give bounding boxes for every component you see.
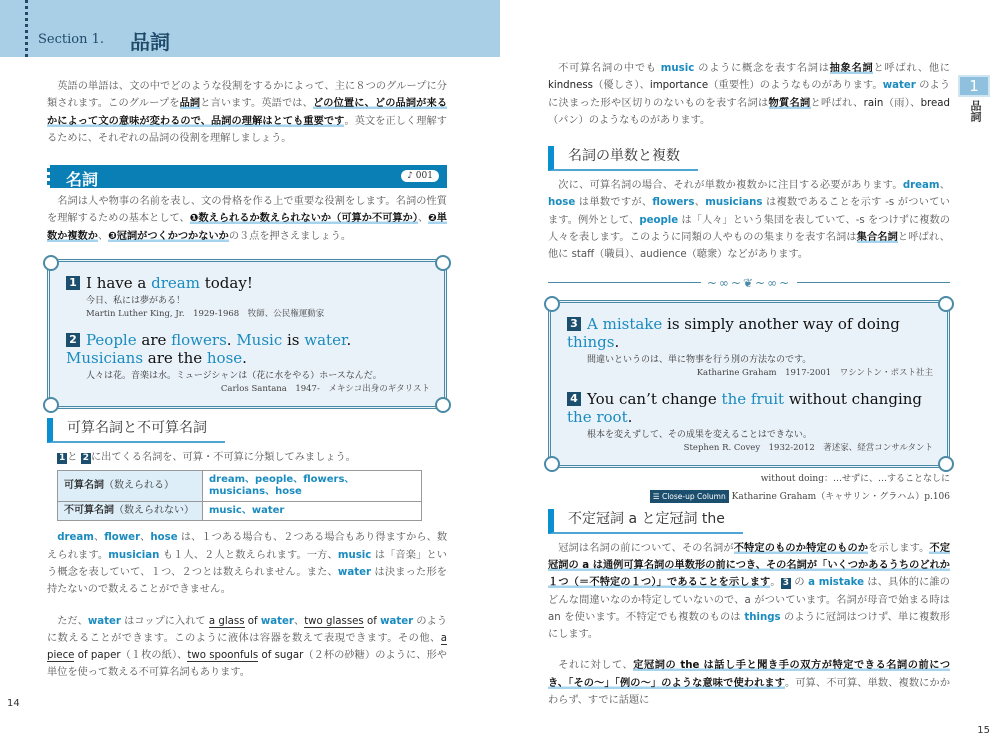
quote-source: Martin Luther King, Jr. 1929-1968 牧師、公民権運動家 xyxy=(86,309,325,320)
text-run: . xyxy=(627,407,633,426)
quote-number: 1 xyxy=(66,276,80,290)
text-run: . xyxy=(346,331,352,350)
example-number-badge: 1 xyxy=(59,453,66,464)
noun-table xyxy=(57,470,422,521)
keyword-text: the root xyxy=(567,407,628,426)
chapter-tab[interactable]: 1 xyxy=(958,75,990,97)
text-run: のように概念を表す名詞は xyxy=(694,63,830,74)
emphasis-text: 抽象名詞 xyxy=(829,63,874,74)
quote-translation: 人々は花。音楽は水。ミュージシャンは（花に水をやる）ホースなんだ。 xyxy=(86,371,382,382)
emphasis-text: ❷単数か複数か xyxy=(47,213,447,242)
text-run: を示します。 xyxy=(868,542,930,554)
text-run: （重要性）のようなものがあります。 xyxy=(708,80,883,92)
text-run: （雨）、 xyxy=(883,97,921,109)
keyword-text: things xyxy=(744,611,781,623)
emphasis-text: どの位置に、どの品詞が来るかによって文の意味が変わるので、品詞の理解はとても重要です xyxy=(47,98,448,127)
ornament-icon xyxy=(544,296,560,312)
ornament-divider-icon: ~∞~❦~∞~ xyxy=(706,275,792,290)
english-text: of sugar xyxy=(258,650,304,662)
quote-number: 3 xyxy=(567,317,581,331)
quote-2 xyxy=(66,331,430,396)
quote-number: 2 xyxy=(66,333,80,347)
quote-translation: 根本を変えずして、その成果を変えることはできない。 xyxy=(587,429,812,440)
chapter-tab-label: 品詞 xyxy=(969,100,982,122)
keyword-text: dream xyxy=(902,180,940,192)
example-number-badge: 2 xyxy=(82,453,89,464)
text-run: 。英文を正しく理解するために、それぞれの品詞の役割を理解しましょう。 xyxy=(47,115,447,144)
keyword-text: things xyxy=(567,332,615,351)
table-row xyxy=(58,502,422,521)
english-text: of paper xyxy=(74,650,121,662)
quote-source: Carlos Santana 1947- メキシコ出身のギタリスト xyxy=(220,384,430,395)
quote-box xyxy=(548,300,950,468)
keyword-text: water xyxy=(882,80,916,92)
keyword-text: Music xyxy=(236,331,283,350)
emphasis-text: ❶数えられるか数えられないか（可算か不可算か） xyxy=(189,213,418,225)
keyword-text: water xyxy=(337,566,372,578)
keyword-text: music xyxy=(337,549,372,561)
keyword-text: the fruit xyxy=(721,389,785,408)
text-run: は「音楽」という概念を表していて、１つ、２つとは数えられません。また、 xyxy=(47,549,447,578)
text-run: 名詞は人や物事の名前を表し、文の骨格を作る上で重要な役割をします。名詞の性質を理解するための基本として、 xyxy=(47,196,447,225)
text-run: それに対して、 xyxy=(558,660,634,672)
vocab-note: without doing：…せずに、…することなしに xyxy=(760,473,950,484)
example-number-badge: 3 xyxy=(782,578,789,589)
keyword-text: people xyxy=(639,214,679,226)
ornament-icon xyxy=(544,456,560,472)
underlined-text: a piece xyxy=(47,632,447,662)
closeup-reference[interactable] xyxy=(548,490,950,504)
keyword-text: dream xyxy=(151,274,200,293)
text-run: . xyxy=(614,332,620,351)
text-run: ただ、 xyxy=(57,615,88,627)
ornament-icon xyxy=(435,397,451,413)
text-run: are xyxy=(136,331,172,350)
keyword-text: flowers xyxy=(652,197,695,209)
section-header xyxy=(0,0,500,57)
emphasis-text: 品詞 xyxy=(179,98,201,110)
text-run: （優しさ）、 xyxy=(593,80,650,92)
keyword-text: hose xyxy=(150,532,178,544)
row-value: music、water xyxy=(203,502,422,521)
text-run: （パン）のようなものがあります。 xyxy=(548,114,711,126)
keyword-text: water xyxy=(87,615,121,627)
keyword-text: a mistake xyxy=(808,577,865,589)
text-run: You can’t change xyxy=(587,389,722,408)
text-run: は、具体的に誰のどんな間違いなのか特定していないので、a がついています。名詞が母音で始まる時は an を使います。不特定でも複数のものは xyxy=(548,577,950,623)
text-run: と呼ばれ、 xyxy=(810,97,864,109)
keyword-text: hose xyxy=(206,349,243,368)
page-number-right: 15 xyxy=(977,725,990,736)
quote-text xyxy=(66,331,351,367)
english-text: kindness xyxy=(548,80,593,92)
keyword-text: Musicians xyxy=(66,349,144,368)
text-run: （１枚の紙）、 xyxy=(120,650,188,662)
row-head: 不可算名詞 xyxy=(64,505,114,517)
emphasis-text: 不定冠詞の a は通例可算名詞の単数形の前につき、その名詞が「いくつかあるうちのどれか１つ（＝不特定の１つ）」であることを示します xyxy=(548,542,951,589)
text-run: は、１つある場合も、２つある場合もあり得ますから、数えられます。 xyxy=(47,532,448,561)
quote-text xyxy=(567,315,900,351)
ornament-icon xyxy=(43,255,59,271)
text-run: はコップに入れて xyxy=(120,615,209,627)
underlined-text: a glass xyxy=(208,615,245,627)
subheading-singular-plural: 名詞の単数と複数 xyxy=(548,146,698,171)
text-run: 英語の単語は、文の中でどのような役割をするかによって、主に８つのグループに分類されます。このグループを xyxy=(47,81,447,110)
text-run: 。可算、不可算、単数、複数にかかわらず、すでに話題に xyxy=(548,677,951,707)
table-intro xyxy=(57,449,447,466)
ornament-divider xyxy=(548,276,950,290)
divider-line xyxy=(548,282,701,283)
dotted-divider xyxy=(25,0,28,57)
text-run: のように冠詞はつけず、単に複数形にします。 xyxy=(548,611,951,641)
row-head: 可算名詞 xyxy=(64,480,104,492)
emphasis-text: 集合名詞 xyxy=(856,232,898,244)
text-run: is xyxy=(282,331,305,350)
quote-translation: 間違いというのは、単に物事を行う別の方法なのです。 xyxy=(587,354,812,365)
quote-translation: 今日、私には夢がある！ xyxy=(86,296,186,307)
keyword-text: People xyxy=(86,331,137,350)
noun-heading: 名詞 xyxy=(66,170,99,190)
text-run: は複数であることを示す -s がついています。例外として、 xyxy=(548,197,950,226)
text-run: の３点を押さえましょう。 xyxy=(228,230,352,242)
quote-4 xyxy=(567,390,933,455)
keyword-text: A mistake xyxy=(587,314,663,333)
ornament-icon xyxy=(938,456,954,472)
text-run: I have a xyxy=(86,274,152,293)
english-text: of xyxy=(363,615,381,627)
page-number-left: 14 xyxy=(7,697,20,709)
quote-source: Stephen R. Covey 1932-2012 著述家、経営コンサルタント xyxy=(683,442,933,453)
closeup-text: Katharine Graham（キャサリン・グラハム）p.106 xyxy=(731,491,950,502)
keyword-text: water xyxy=(380,615,414,627)
row-value: dream、people、flowers、musicians、hose xyxy=(203,471,422,502)
text-run: 次に、可算名詞の場合、それが単数か複数かに注目する必要があります。 xyxy=(558,180,903,192)
text-run: 不可算名詞の中でも xyxy=(558,63,661,74)
text-run: は「人々」という集団を表していて、-s をつけずに複数の人々を表します。このように同類の人やものの集まりを表す名詞は xyxy=(548,214,950,244)
noun-heading-bar xyxy=(47,165,447,188)
text-run: 冠詞は名詞の前について、その名詞が xyxy=(558,542,734,554)
underlined-text: two spoonfuls xyxy=(187,650,259,662)
text-run: と言います。英語では、 xyxy=(200,98,313,110)
keyword-text: musician xyxy=(108,549,160,561)
text-run: （２杯の砂糖）のように、形や単位を使って数える不可算名詞もあります。 xyxy=(47,650,447,679)
text-run: 、 xyxy=(939,180,950,192)
subheading-countable: 可算名詞と不可算名詞 xyxy=(47,418,225,443)
keyword-text: flowers xyxy=(171,331,227,350)
quote-text xyxy=(567,390,922,426)
water-paragraph xyxy=(47,613,447,682)
text-run: . xyxy=(242,349,247,368)
text-run: 、 xyxy=(93,532,105,544)
table-row xyxy=(58,471,422,502)
text-run: are the xyxy=(143,349,207,368)
text-run: 、 xyxy=(417,213,429,225)
text-run: 、 xyxy=(694,197,706,209)
keyword-text: musicians xyxy=(705,197,763,209)
keyword-text: music xyxy=(660,63,695,74)
text-run: 。 xyxy=(770,577,781,589)
keyword-text: flower xyxy=(104,532,141,544)
intro-paragraph xyxy=(47,78,447,147)
english-text: rain xyxy=(863,97,884,109)
text-run: is simply another way of doing xyxy=(662,314,900,333)
text-run: と呼ばれ、他に xyxy=(873,63,950,74)
ornament-icon xyxy=(938,296,954,312)
countable-paragraph xyxy=(47,529,447,598)
left-page-column xyxy=(7,78,448,709)
text-run: のように数えることができます。このように液体は容器を数えて表現できます。その他、 xyxy=(47,615,448,644)
row-note: （数えられる） xyxy=(104,480,174,492)
subheading-articles: 不定冠詞 a と定冠詞 the xyxy=(548,509,743,534)
text-run: の xyxy=(791,577,809,589)
row-note: （数えられない） xyxy=(114,505,194,517)
articles-paragraph xyxy=(548,540,950,644)
underlined-text: two glasses xyxy=(304,615,364,627)
text-run: と xyxy=(67,452,81,464)
keyword-text: dream xyxy=(57,532,94,544)
noun-paragraph xyxy=(47,193,447,245)
emphasis-text: ❸冠詞がつくかつかないか xyxy=(108,230,229,242)
ornament-icon xyxy=(43,397,59,413)
text-run: 、 xyxy=(293,615,305,627)
text-run: も１人、２人と数えられます。一方、 xyxy=(159,549,338,561)
keyword-text: water xyxy=(304,331,347,350)
emphasis-text: 不特定のものか特定のものか xyxy=(733,542,869,554)
ornament-icon xyxy=(435,255,451,271)
keyword-text: hose xyxy=(548,197,576,209)
quote-number: 4 xyxy=(567,392,581,406)
closeup-badge: ☰ Close-up Column xyxy=(650,490,729,503)
english-text: importance xyxy=(649,80,709,92)
keyword-text: water xyxy=(260,615,294,627)
section-label: Section 1. xyxy=(38,32,104,47)
quote-1 xyxy=(66,274,430,321)
abstract-noun-paragraph xyxy=(548,60,950,129)
english-text: bread xyxy=(920,97,951,109)
singular-plural-paragraph xyxy=(548,177,950,263)
text-run: に出てくる名詞を、可算・不可算に分類してみましょう。 xyxy=(90,452,356,464)
text-run: 、 xyxy=(97,230,109,242)
text-run: は決まった形を持たないので数えることができません。 xyxy=(47,566,447,596)
text-run: today! xyxy=(199,274,253,293)
text-run: は単数ですが、 xyxy=(575,197,653,209)
section-title: 品詞 xyxy=(130,30,170,54)
text-run: と呼ばれ、他に staff（職員）、audience（聴衆）などがあります。 xyxy=(548,232,950,261)
english-text: of xyxy=(244,615,261,627)
text-run: のように決まった形や区切りのないものを表す名詞は xyxy=(548,80,951,109)
emphasis-text: 物質名詞 xyxy=(768,97,811,109)
quote-text xyxy=(86,274,253,292)
text-run: without changing xyxy=(784,389,923,408)
divider-line xyxy=(797,282,950,283)
definite-article-paragraph xyxy=(548,657,950,709)
quote-source: Katharine Graham 1917-2001 ワシントン・ポスト社主 xyxy=(696,367,933,378)
text-run: 、 xyxy=(140,532,151,544)
emphasis-text: 定冠詞の the は話し手と聞き手の双方が特定できる名詞の前につき、「その～」「例の～」のような意味で使われます xyxy=(548,660,951,689)
audio-track-badge[interactable]: ♪ 001 xyxy=(401,170,439,182)
quote-3 xyxy=(567,315,933,380)
quote-box xyxy=(47,259,447,409)
text-run: . xyxy=(226,331,237,350)
